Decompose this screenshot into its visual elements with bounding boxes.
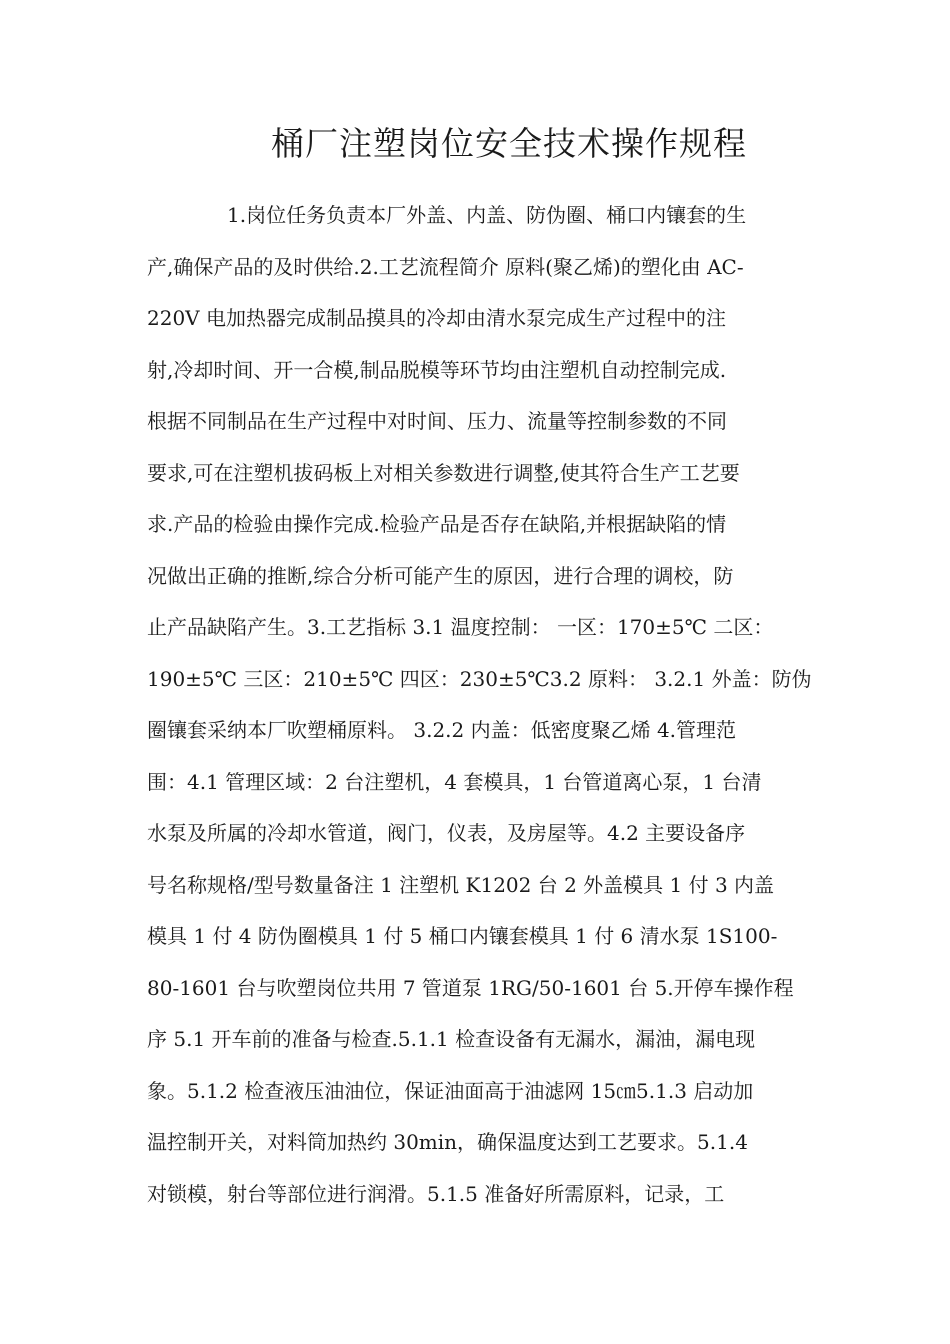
body-line: 1.岗位任务负责本厂外盖、内盖、防伪圈、桶口内镶套的生	[227, 203, 747, 227]
document-title: 桶厂注塑岗位安全技术操作规程	[271, 124, 747, 163]
body-line: 模具 1 付 4 防伪圈模具 1 付 5 桶口内镶套模具 1 付 6 清水泵 1S100-	[147, 924, 778, 948]
body-line: 190±5℃ 三区：210±5℃ 四区：230±5℃3.2 原料： 3.2.1 外盖：防伪	[147, 666, 812, 691]
body-line: 220V 电加热器完成制品摸具的冷却由清水泵完成生产过程中的注	[147, 306, 726, 330]
body-line: 求.产品的检验由操作完成.检验产品是否存在缺陷,并根据缺陷的情	[147, 512, 727, 536]
body-line: 温控制开关，对料筒加热约 30min，确保温度达到工艺要求。5.1.4	[147, 1130, 748, 1154]
body-line: 产,确保产品的及时供给.2.工艺流程简介 原料(聚乙烯)的塑化由 AC-	[147, 254, 744, 279]
body-line: 水泵及所属的冷却水管道，阀门，仪表，及房屋等。4.2 主要设备序	[147, 821, 746, 845]
body-line: 对锁模，射台等部位进行润滑。5.1.5 准备好所需原料，记录，工	[147, 1181, 725, 1206]
body-line: 根据不同制品在生产过程中对时间、压力、流量等控制参数的不同	[147, 409, 727, 433]
body-line: 射,冷却时间、开一合模,制品脱模等环节均由注塑机自动控制完成.	[147, 357, 727, 382]
body-line: 要求,可在注塑机拔码板上对相关参数进行调整,使其符合生产工艺要	[147, 460, 740, 485]
body-line: 围：4.1 管理区域：2 台注塑机，4 套模具，1 台管道离心泵，1 台清	[147, 769, 762, 794]
body-line: 号名称规格/型号数量备注 1 注塑机 K1202 台 2 外盖模具 1 付 3 内盖	[147, 872, 775, 897]
body-line: 止产品缺陷产生。3.工艺指标 3.1 温度控制： 一区：170±5℃ 二区：	[147, 615, 774, 639]
body-line: 序 5.1 开车前的准备与检查.5.1.1 检查设备有无漏水，漏油，漏电现	[147, 1027, 756, 1051]
body-line: 象。5.1.2 检查液压油油位，保证油面高于油滤网 15㎝5.1.3 启动加	[147, 1078, 754, 1103]
body-line: 80-1601 台与吹塑岗位共用 7 管道泵 1RG/50-1601 台 5.开停车操作程	[147, 975, 794, 1000]
document-body	[147, 190, 812, 1220]
body-line: 况做出正确的推断,综合分析可能产生的原因，进行合理的调校，防	[147, 563, 734, 588]
body-line: 圈镶套采纳本厂吹塑桶原料。 3.2.2 内盖：低密度聚乙烯 4.管理范	[147, 718, 737, 742]
